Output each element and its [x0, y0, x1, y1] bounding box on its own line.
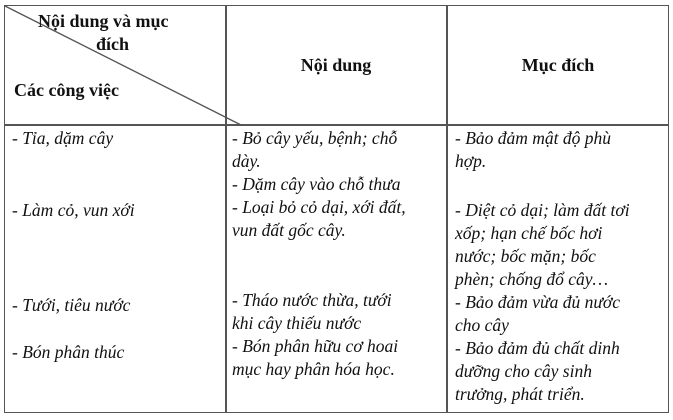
corner-header-bottom-left: Các công việc [14, 80, 119, 100]
task-cell: - Tưới, tiêu nước [12, 295, 131, 315]
corner-header-top-right-line2: đích [96, 34, 130, 54]
task-cell: - Tỉa, dặm cây [12, 128, 114, 148]
task-cell: - Làm cỏ, vun xới [12, 200, 135, 220]
purpose-cell: - Bảo đảm mật độ phù hợp. [455, 128, 612, 171]
column-header-content: Nội dung [300, 55, 372, 75]
corner-header-top-right-line1: Nội dung và mục [38, 11, 169, 31]
column-header-purpose: Mục đích [521, 55, 595, 75]
task-cell: - Bón phân thúc [12, 342, 125, 362]
content-cell: - Tháo nước thừa, tưới khi cây thiếu nước - Bón phân hữu cơ hoai mục hay phân hóa học. [232, 290, 399, 379]
content-cell: - Bỏ cây yếu, bệnh; chỗ dày. - Dặm cây vào chỗ thưa - Loại bỏ cỏ dại, xới đất, vun đất gốc cây. [232, 128, 406, 240]
purpose-cell: - Diệt cỏ dại; làm đất tơi xốp; hạn chế bốc hơi nước; bốc mặn; bốc phèn; chống đổ cây… - Bảo đảm vừa đủ nước cho cây - Bảo đảm đủ chất dinh dưỡng cho cây sinh trưởng, phát triển. [455, 200, 630, 404]
